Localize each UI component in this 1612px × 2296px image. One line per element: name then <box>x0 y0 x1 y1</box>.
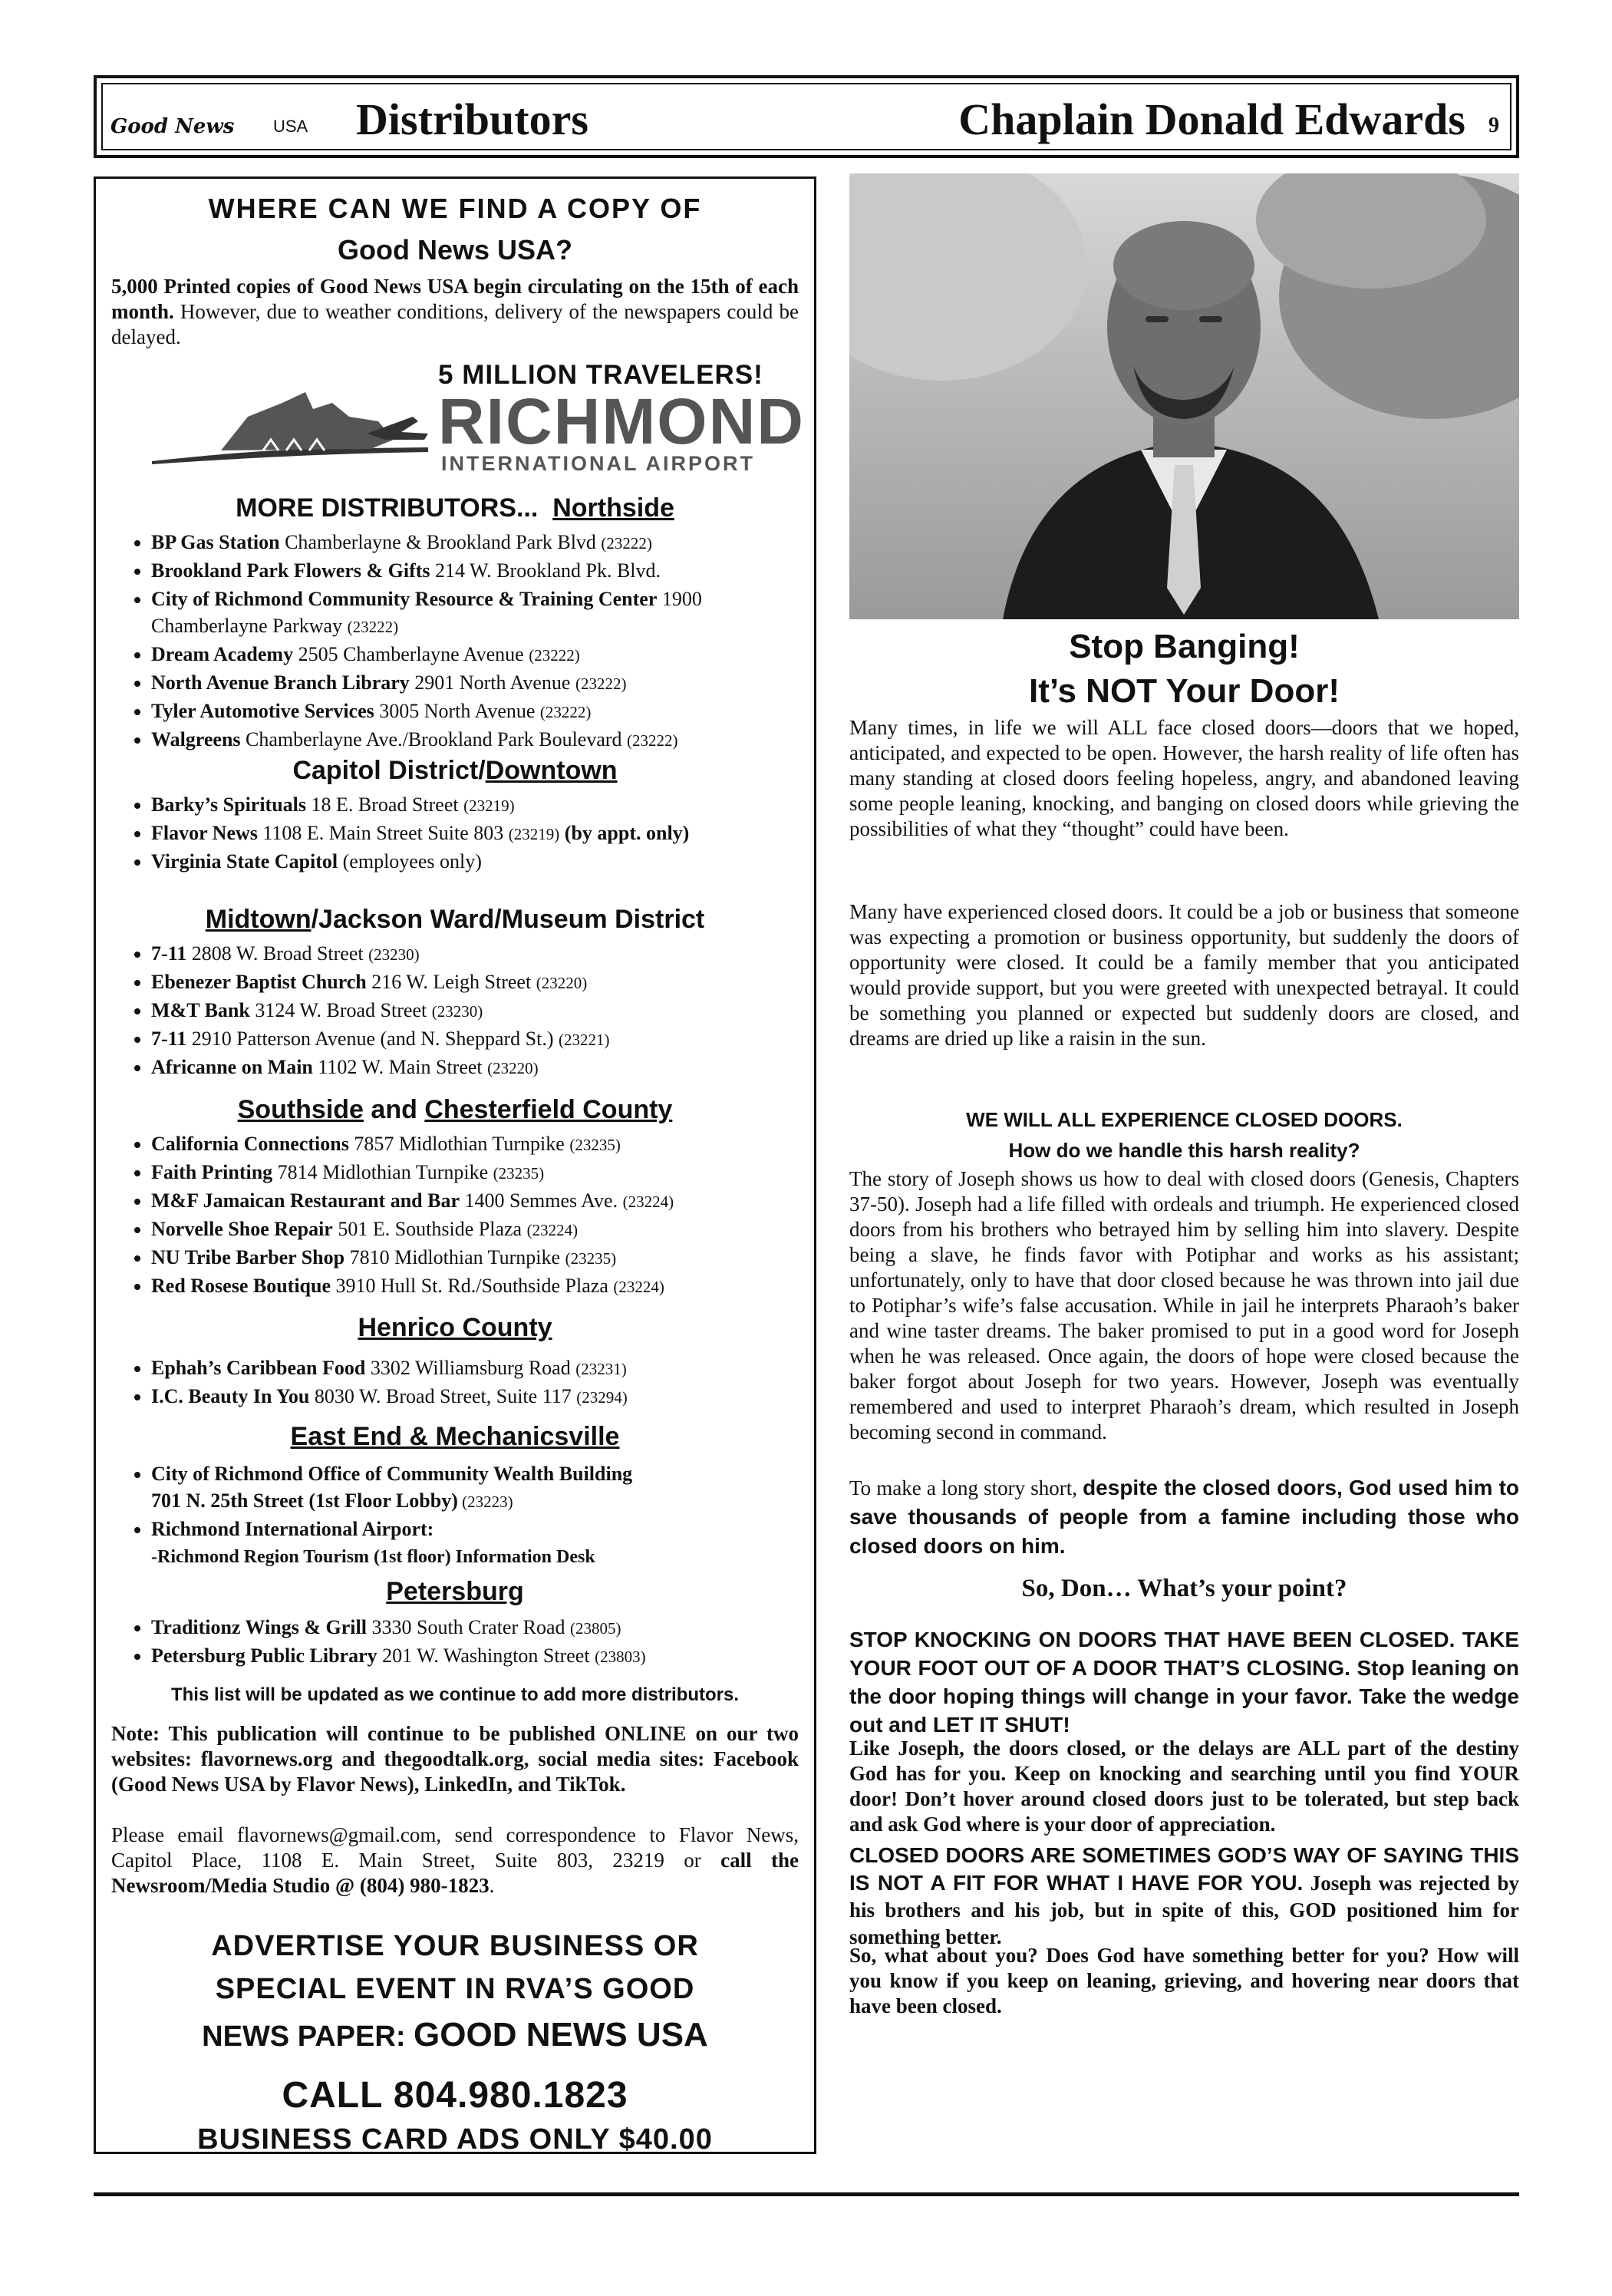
article-paragraph-1: Many times, in life we will ALL face closed doors—doors that we hoped, anticipated, and expected to be open. However, the harsh reality of life often has many standing at closed doors feeling hopeless, angry, and abandoned leaving some people leaning, knocking, and banging on closed doors while grieving the possibilities of what they “thought” could have been. <box>849 716 1519 840</box>
online-note: Note: This publication will continue to be published ONLINE on our two websites: flavornews.org and thegoodtalk.org, social media sites: Facebook (Good News USA by Flavor News), LinkedIn, and TikTok. <box>111 1722 799 1796</box>
portrait-graphic <box>849 173 1519 619</box>
capitol-list <box>111 791 806 875</box>
henrico-heading: Henrico County <box>358 1313 552 1342</box>
list-item: • NU Tribe Barber Shop 7810 Midlothian Turnpike (23235) <box>151 1244 806 1272</box>
list-item: • M&T Bank 3124 W. Broad Street (23230) <box>151 997 806 1025</box>
list-item: • Flavor News 1108 E. Main Street Suite 803 (23219) (by appt. only) <box>151 820 806 848</box>
list-item: • Ephah’s Caribbean Food 3302 Williamsburg Road (23231) <box>151 1354 806 1383</box>
list-item: • M&F Jamaican Restaurant and Bar 1400 Semmes Ave. (23224) <box>151 1187 806 1216</box>
header-inner-frame <box>101 83 1511 150</box>
article-point-heading: So, Don… What’s your point? <box>1021 1575 1347 1602</box>
article-subheading-1: WE WILL ALL EXPERIENCE CLOSED DOORS. <box>966 1108 1403 1131</box>
article-title-line2: It’s NOT Your Door! <box>1029 672 1340 710</box>
list-item: • Africanne on Main 1102 W. Main Street (23220) <box>151 1054 806 1082</box>
airport-name: RICHMOND <box>438 385 805 457</box>
list-item: • Traditionz Wings & Grill 3330 South Crater Road (23805) <box>151 1614 806 1642</box>
petersburg-heading: Petersburg <box>386 1577 524 1606</box>
northside-title: Northside <box>552 493 674 523</box>
bottom-rule <box>94 2192 1519 2196</box>
list-item: • Petersburg Public Library 201 W. Washington Street (23803) <box>151 1642 806 1671</box>
eastend-list <box>111 1460 806 1571</box>
article-paragraph-4: To make a long story short, despite the closed doors, God used him to save thousands of people from a famine including those who closed doors on him. <box>849 1476 1520 1558</box>
ad-line1: ADVERTISE YOUR BUSINESS OR <box>211 1930 699 1962</box>
list-item: • Dream Academy 2505 Chamberlayne Avenue (23222) <box>151 641 806 669</box>
more-distributors-label: MORE DISTRIBUTORS... <box>236 493 539 523</box>
page-header <box>94 75 1519 158</box>
article-paragraph-6: CLOSED DOORS ARE SOMETIMES GOD’S WAY OF SAYING THIS IS NOT A FIT FOR WHAT I HAVE FOR YOU. Joseph was rejected by his brothers and his job, but in spite of this, GOD positioned him for something better. <box>849 1843 1520 1948</box>
ad-line2: SPECIAL EVENT IN RVA’S GOOD <box>215 1973 695 2005</box>
airport-banner <box>148 360 805 475</box>
list-item: • Tyler Automotive Services 3005 North Avenue (23222) <box>151 698 806 726</box>
list-item: • City of Richmond Office of Community Wealth Building 701 N. 25th Street (1st Floor Lobby) (23223) <box>151 1460 806 1516</box>
southside-list <box>111 1130 806 1301</box>
ad-price: BUSINESS CARD ADS ONLY $40.00 <box>197 2123 713 2156</box>
henrico-list <box>111 1354 806 1411</box>
list-item: • Brookland Park Flowers & Gifts 214 W. Brookland Pk. Blvd. <box>151 557 806 586</box>
article-paragraph-7: So, what about you? Does God have something better for you? How will you know if you keep on leaning, grieving, and hovering near doors that have been closed. <box>849 1944 1519 2017</box>
airport-subtitle: INTERNATIONAL AIRPORT <box>441 452 755 475</box>
list-item: • Walgreens Chamberlayne Ave./Brookland Park Boulevard (23222) <box>151 726 806 754</box>
list-item: • Norvelle Shoe Repair 501 E. Southside Plaza (23224) <box>151 1216 806 1244</box>
southside-heading: Southside and Chesterfield County <box>237 1095 673 1124</box>
update-note: This list will be updated as we continue to add more distributors. <box>170 1684 740 1705</box>
list-item: • 7-11 2910 Patterson Avenue (and N. Sheppard St.) (23221) <box>151 1025 806 1054</box>
list-item: • Richmond International Airport: -Richmond Region Tourism (1st floor) Information Desk <box>151 1516 806 1571</box>
list-item: • North Avenue Branch Library 2901 North Avenue (23222) <box>151 669 806 698</box>
list-item: • BP Gas Station Chamberlayne & Brookland Park Blvd (23222) <box>151 529 806 557</box>
author-photo <box>849 173 1519 619</box>
newspaper-logo-usa: USA <box>273 117 308 136</box>
list-item: • Faith Printing 7814 Midlothian Turnpike (23235) <box>151 1159 806 1187</box>
contact-note: Please email flavornews@gmail.com, send correspondence to Flavor News, Capitol Place, 1108 E. Main Street, Suite 803, 23219 or call the Newsroom/Media Studio @ (804) 980-1823. <box>111 1823 799 1897</box>
ad-call: CALL 804.980.1823 <box>282 2075 628 2116</box>
page-number: 9 <box>1488 114 1499 137</box>
list-item: • Ebenezer Baptist Church 216 W. Leigh Street (23220) <box>151 968 806 997</box>
northside-heading <box>96 493 814 523</box>
author-title: Chaplain Donald Edwards <box>958 94 1465 144</box>
list-item: • California Connections 7857 Midlothian Turnpike (23235) <box>151 1130 806 1159</box>
article-paragraph-2: Many have experienced closed doors. It could be a job or business that someone was expecting a promotion or business opportunity, but suddenly the doors of opportunity were closed. It could be a family member that you anticipated would provide support, but you were greeted with unexpected betrayal. It could be something you planned or expected but suddenly doors are closed, and dreams are dried up like a raisin in the sun. <box>849 900 1519 1050</box>
list-item: • I.C. Beauty In You 8030 W. Broad Street, Suite 117 (23294) <box>151 1383 806 1411</box>
midtown-heading: Midtown/Jackson Ward/Museum District <box>205 905 705 934</box>
newspaper-logo: Good News <box>110 115 235 138</box>
list-item: • Virginia State Capitol (employees only) <box>151 848 806 875</box>
list-item: • 7-11 2808 W. Broad Street (23230) <box>151 940 806 968</box>
petersburg-list <box>111 1614 806 1671</box>
airport-logo-graphic <box>148 386 432 466</box>
article-subheading-2: How do we handle this harsh reality? <box>1008 1139 1360 1162</box>
ad-line3: NEWS PAPER: GOOD NEWS USA <box>202 2016 708 2054</box>
midtown-list <box>111 940 806 1082</box>
article-stop-paragraph: STOP KNOCKING ON DOORS THAT HAVE BEEN CLOSED. TAKE YOUR FOOT OUT OF A DOOR THAT’S CLOSING. Stop leaning on the door hoping things will change in your favor. Take the wedge out and LET IT SHUT! <box>849 1628 1519 1737</box>
list-item: • Red Rosese Boutique 3910 Hull St. Rd./Southside Plaza (23224) <box>151 1272 806 1301</box>
northside-list <box>111 529 806 754</box>
circulation-intro-bold: 5,000 Printed copies of Good News USA begin circulating on the 15th of each month. <box>111 275 799 323</box>
airport-travelers: 5 MILLION TRAVELERS! <box>438 360 763 390</box>
list-item: • Barky’s Spirituals 18 E. Broad Street (23219) <box>151 791 806 820</box>
distributors-heading-line2: Good News USA? <box>337 234 573 266</box>
circulation-intro-rest: However, due to weather conditions, delivery of the newspapers could be delayed. <box>111 300 799 348</box>
list-item: • City of Richmond Community Resource & Training Center 1900 Chamberlayne Parkway (23222) <box>151 586 806 641</box>
capitol-heading: Capitol District/Downtown <box>292 756 618 785</box>
circulation-intro <box>111 274 799 350</box>
distributors-heading-line1: WHERE CAN WE FIND A COPY OF <box>208 193 702 224</box>
eastend-heading: East End & Mechanicsville <box>290 1422 620 1451</box>
distributors-box <box>94 176 816 2154</box>
section-title: Distributors <box>356 94 588 144</box>
article-title-line1: Stop Banging! <box>1069 628 1300 665</box>
article-paragraph-3: The story of Joseph shows us how to deal with closed doors (Genesis, Chapters 37-50). Joseph had a life filled with ordeals and triumph. He experienced closed doors from his brothers who betrayed him by selling him into slavery. Despite being a slave, he finds favor with Potiphar and works as his assistant; unfortunately, only to have that door closed because he was thrown into jail due to Potiphar’s wife’s false accusation. While in jail he interprets Pharaoh’s baker and wine taster dreams. The baker promised to put in a good word for Joseph when he was released. Once again, the doors of hope were closed because the baker forgot about Joseph for two years. However, Joseph was eventually remembered and used to interpret Pharaoh’s dream, which resulted in Joseph becoming second in command. <box>849 1167 1519 1443</box>
article-paragraph-5: Like Joseph, the doors closed, or the delays are ALL part of the destiny God has for you. Keep on knocking and searching until you find YOUR door! Don’t hover around closed doors just to be tolerated, but step back and ask God where is your door of appreciation. <box>849 1737 1519 1836</box>
